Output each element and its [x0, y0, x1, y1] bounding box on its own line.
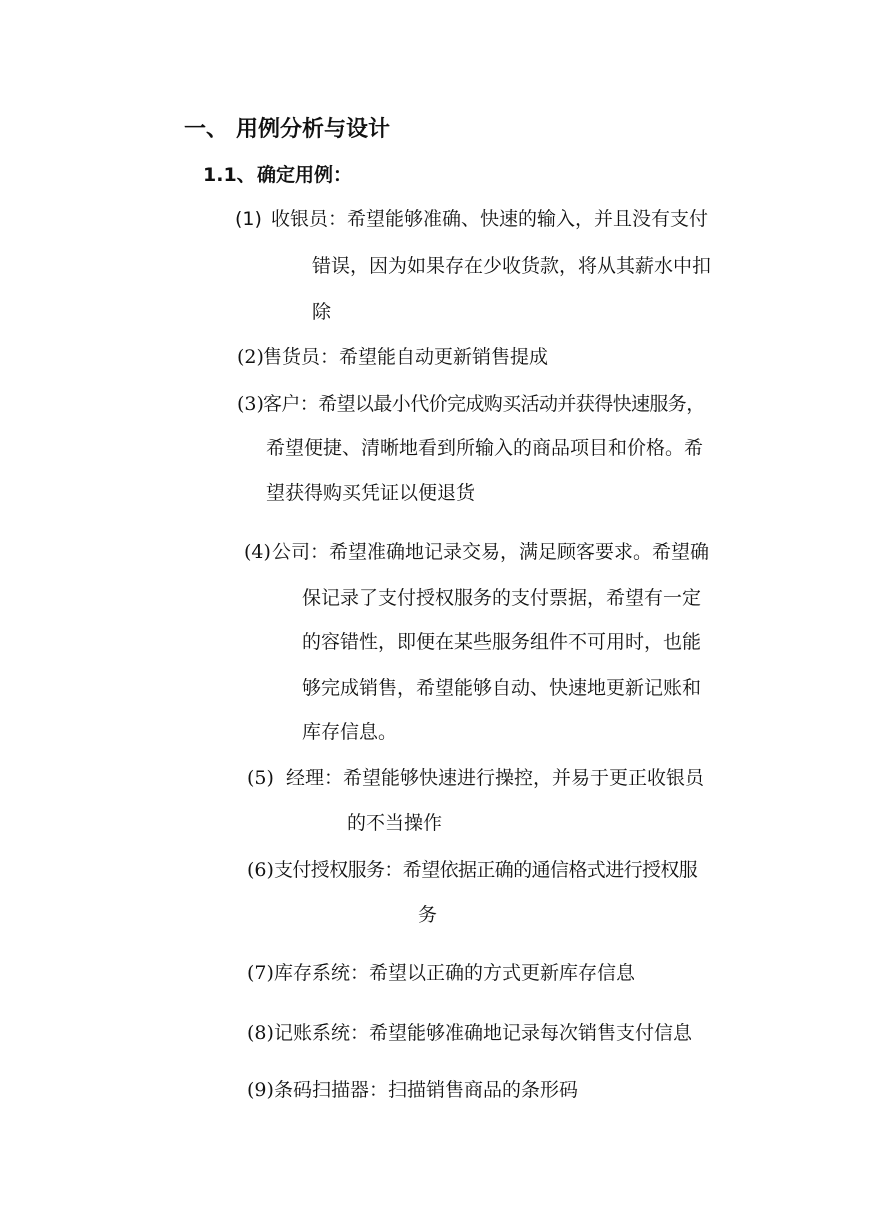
list-item-marker: (8) — [247, 1022, 274, 1044]
section-number: 一、 — [184, 117, 229, 142]
list-item-marker: (2) — [237, 346, 264, 368]
list-item-line: 错误，因为如果存在少收货款，将从其薪水中扣 — [312, 255, 712, 277]
list-item-line: 库存信息。 — [302, 721, 398, 743]
subsection-number: 1.1、 — [203, 164, 256, 186]
list-item-line: 望获得购买凭证以便退货 — [266, 482, 476, 504]
list-item-line: 收银员：希望能够准确、快速的输入，并且没有支付 — [271, 208, 709, 230]
list-item-marker: (6) — [247, 859, 274, 881]
list-item-line: 售货员：希望能自动更新销售提成 — [263, 346, 549, 368]
list-item-marker: (1) — [235, 208, 262, 230]
list-item-line: 经理：希望能够快速进行操控，并易于更正收银员 — [286, 767, 705, 789]
list-item-marker: (9) — [247, 1079, 274, 1101]
subsection-title: 确定用例： — [257, 164, 353, 186]
list-item-line: 条码扫描器：扫描销售商品的条形码 — [274, 1079, 579, 1101]
list-item-line: 够完成销售，希望能够自动、快速地更新记账和 — [302, 677, 702, 699]
list-item-line: 除 — [312, 301, 332, 323]
list-item-line: 希望便捷、清晰地看到所输入的商品项目和价格。希 — [266, 437, 704, 459]
list-item-line: 公司：希望准确地记录交易，满足顾客要求。希望确 — [272, 541, 710, 563]
section-title: 用例分析与设计 — [236, 117, 391, 142]
list-item-line: 客户：希望以最小代价完成购买活动并获得快速服务， — [263, 393, 705, 415]
list-item-line: 的不当操作 — [347, 812, 443, 834]
list-item-marker: (3) — [237, 393, 264, 415]
list-item-line: 库存系统：希望以正确的方式更新库存信息 — [274, 962, 636, 984]
list-item-line: 的容错性，即便在某些服务组件不可用时，也能 — [302, 631, 702, 653]
list-item-marker: (4) — [244, 541, 271, 563]
list-item-marker: (7) — [247, 962, 274, 984]
list-item-marker: (5) — [247, 767, 274, 789]
list-item-line: 务 — [418, 904, 438, 926]
list-item-line: 保记录了支付授权服务的支付票据，希望有一定 — [302, 587, 702, 609]
list-item-line: 支付授权服务：希望依据正确的通信格式进行授权服 — [274, 859, 698, 881]
list-item-line: 记账系统：希望能够准确地记录每次销售支付信息 — [274, 1022, 693, 1044]
